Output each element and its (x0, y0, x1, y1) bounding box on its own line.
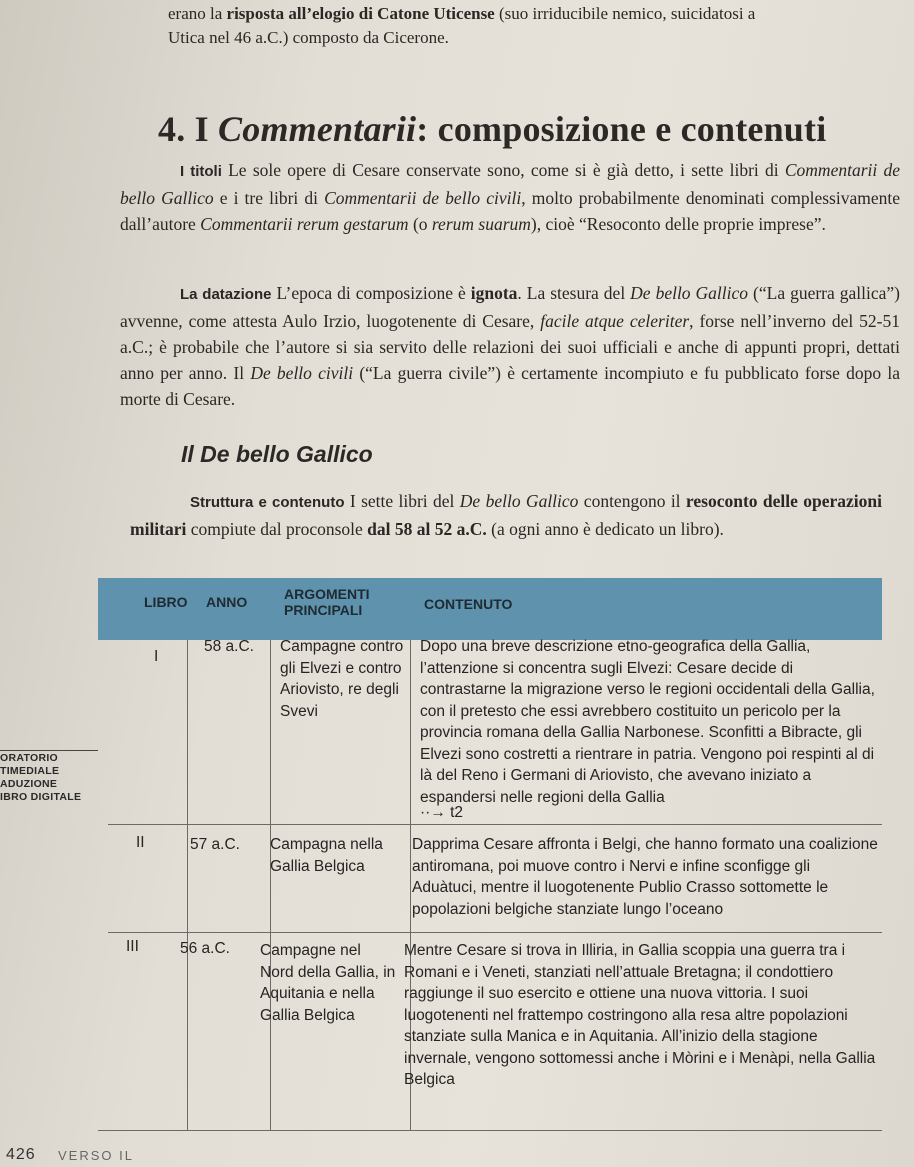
paragraph-lead-titoli: I titoli (180, 163, 222, 180)
text-run: contengono il (578, 491, 686, 511)
text-run: (“La guerra civile”) è certamente incompiuto e fu pubblicato forse dopo la morte di Cesare. (120, 363, 900, 409)
cell-anno: 57 a.C. (190, 836, 240, 853)
cell-libro: III (126, 938, 139, 955)
cell-argomenti: Campagna nella Gallia Belgica (270, 836, 383, 875)
intro-bold: risposta all’elogio di Catone Uticense (226, 4, 495, 23)
cell-contenuto: Mentre Cesare si trova in Illiria, in Gallia scoppia una guerra tra i Romani e i Veneti, stanziati nell’attuale Bretagna; il condottiero raggiunge il suo esercito e ottiene una nuova vittoria. I suoi luogotenenti nel frattempo costringono alla resa altre popolazioni stanziate sulla Manica e in Aquitania. All’inizio della stagione invernale, vengono sottomessi anche i Mòrini e i Menàpi, nella Gallia Belgica (404, 942, 876, 1088)
chapter-title-post: : composizione e contenuti (416, 109, 827, 149)
text-run: compiute dal proconsole (186, 519, 368, 539)
italic-run: Commentarii de bello Gallico (120, 160, 901, 208)
cell-libro: I (154, 648, 159, 665)
italic-run: Commentarii de bello civili (324, 188, 522, 208)
intro-text: erano la (168, 4, 227, 23)
text-run: Le sole opere di Cesare conservate sono, come si è già detto, i sette libri di (221, 160, 785, 180)
text-run: . La stesura del (517, 283, 631, 303)
text-run: (o (408, 214, 432, 234)
header-argomenti: ARGOMENTI PRINCIPALI (284, 586, 370, 618)
text-run: I sette libri del (344, 491, 460, 511)
cell-contenuto: Dapprima Cesare affronta i Belgi, che hanno formato una coalizione antiromana, poi muove contro i Nervi e infine sconfigge gli Aduàtuci, mentre il luogotenente Publio Crasso sottomette le popolazioni belgiche stanziate lungo l’oceano (412, 836, 878, 918)
text-run: ), cioè “Resoconto delle proprie imprese”. (530, 214, 826, 234)
subheading-italic: De bello Gallico (200, 441, 373, 467)
text-run: , forse nell’inverno del 52-51 a.C.; è probabile che l’autore si sia servito delle relazioni dei suoi ufficiali e anche di appunti propri, dettati anno per anno. Il (120, 311, 900, 383)
text-run: L’epoca di composizione è (271, 283, 471, 303)
paragraph-lead-datazione: La datazione (180, 286, 272, 303)
side-label (0, 752, 81, 804)
cell-argomenti: Campagne contro gli Elvezi e contro Ariovisto, re degli Svevi (280, 638, 404, 720)
paragraph-datazione (120, 280, 900, 412)
column-divider (187, 640, 188, 1130)
column-divider (270, 640, 271, 1130)
paragraph-lead-struttura: Struttura e contenuto (190, 494, 345, 511)
italic-run: De bello civili (250, 363, 354, 383)
bold-run: resoconto delle operazioni militari (130, 491, 883, 539)
cell-contenuto: Dopo una breve descrizione etno-geografica della Gallia, l’attenzione si concentra sugli Elvezi: Cesare decide di contrastarne la migrazione verso le regioni occidentali della Gallia, con il pretesto che essi avrebbero costituito un pericolo per la provincia romana della Gallia Narbonese. Sconfitti a Bibracte, gli Elvezi sono costretti a rientrare in patria. Vengono poi respinti al di là del Reno i Germani di Ariovisto, che avevano iniziato a espandersi nelle regioni della Gallia (420, 638, 875, 806)
intro-paragraph (168, 2, 898, 50)
text-reference-link[interactable]: ··→ t2 (420, 804, 464, 821)
header-libro: LIBRO (144, 594, 188, 610)
side-label-rule (0, 750, 98, 751)
table-header (98, 578, 882, 640)
bold-run: dal 58 al 52 a.C. (367, 519, 487, 539)
row-divider (108, 932, 882, 933)
cell-libro: II (136, 834, 145, 851)
side-label-line: ADUZIONE (0, 778, 58, 790)
paragraph-titoli (120, 157, 900, 237)
chapter-title-italic: Commentarii (218, 109, 417, 149)
footer-running-title: VERSO IL (58, 1148, 134, 1163)
chapter-title (158, 108, 826, 150)
subheading-pre: Il (181, 441, 201, 467)
italic-run: De bello Gallico (630, 283, 749, 303)
section-subheading (181, 441, 373, 468)
intro-line-2: Utica nel 46 a.C.) composto da Cicerone. (168, 28, 449, 47)
italic-run: rerum suarum (431, 214, 531, 234)
text-run: e i tre libri di (213, 188, 325, 208)
chapter-title-pre: I (194, 109, 219, 149)
side-label-line: TIMEDIALE (0, 765, 60, 777)
text-run: (a ogni anno è dedicato un libro). (486, 519, 724, 539)
row-divider (108, 824, 882, 825)
cell-anno: 56 a.C. (180, 940, 230, 957)
cell-anno: 58 a.C. (204, 638, 254, 655)
row-divider (98, 1130, 882, 1131)
italic-run: Commentarii rerum gestarum (200, 214, 409, 234)
italic-run: De bello Gallico (459, 491, 579, 511)
side-label-line: ORATORIO (0, 752, 59, 764)
italic-run: facile atque celeriter (540, 311, 690, 331)
cell-argomenti: Campagne nel Nord della Gallia, in Aquitania e nella Gallia Belgica (260, 942, 396, 1024)
bold-run: ignota (470, 283, 518, 303)
paragraph-struttura (130, 488, 882, 542)
page-number: 426 (6, 1146, 36, 1163)
intro-text-end: (suo irriducibile nemico, suicidatosi a (494, 4, 756, 23)
text-run: (“La guerra gallica”) avvenne, come attesta Aulo Irzio, luogotenente di Cesare, (120, 283, 900, 331)
chapter-number: 4. (158, 109, 186, 149)
header-contenuto: CONTENUTO (424, 596, 513, 612)
header-anno: ANNO (206, 594, 248, 610)
text-run: , molto probabilmente denominati complessivamente dall’autore (120, 188, 900, 234)
side-label-line: IBRO DIGITALE (0, 791, 82, 803)
